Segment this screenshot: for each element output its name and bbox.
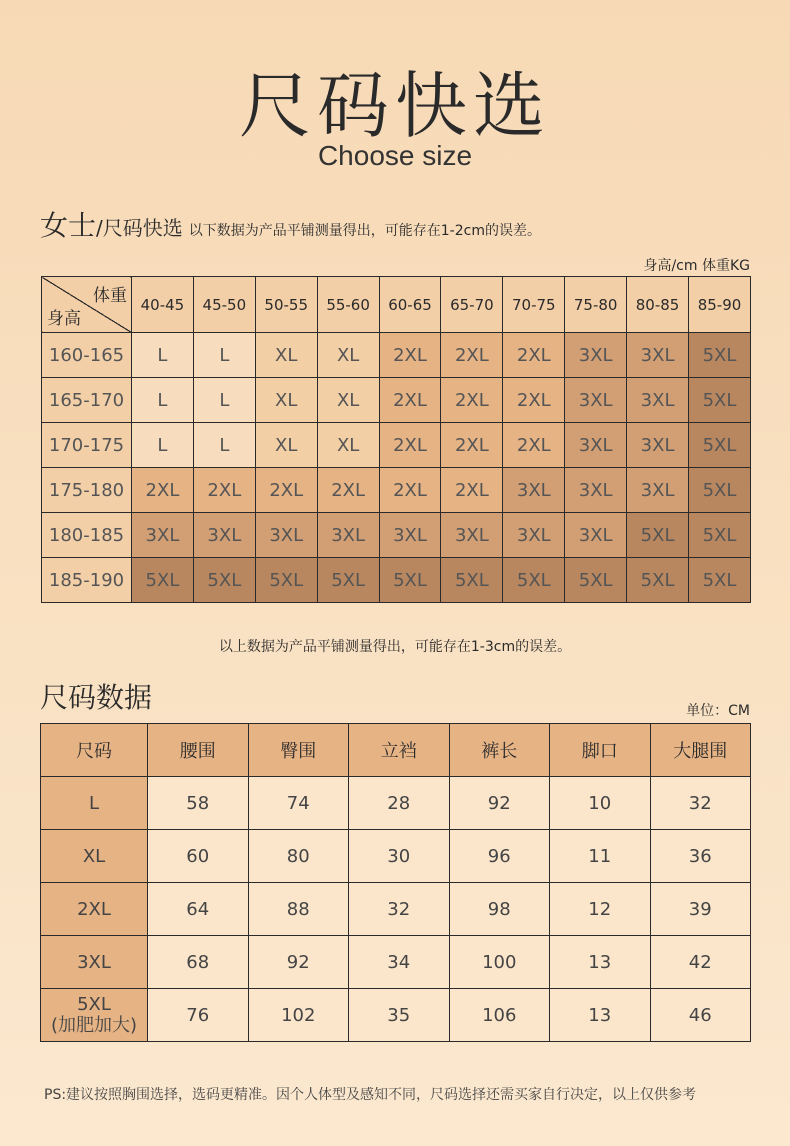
height-header-cell: 170-175 <box>42 423 132 468</box>
size-cell: 5XL <box>379 558 441 603</box>
size-label: L <box>88 792 100 814</box>
size-cell: 3XL <box>627 333 689 378</box>
size-cell: XL <box>317 333 379 378</box>
measurement-value-cell: 39 <box>650 883 751 936</box>
size-cell: 3XL <box>627 423 689 468</box>
size-label: XL <box>82 845 106 867</box>
size-label-cell <box>41 883 148 936</box>
size-cell: 5XL <box>689 513 751 558</box>
size-cell: 2XL <box>441 423 503 468</box>
page-title: 尺码快选 <box>238 64 551 148</box>
measurement-value-cell: 13 <box>550 936 651 989</box>
weight-header-cell: 50-55 <box>255 277 317 333</box>
size-cell: L <box>132 378 194 423</box>
measurement-value-cell: 42 <box>650 936 751 989</box>
size-cell: 2XL <box>503 378 565 423</box>
height-header-cell: 175-180 <box>42 468 132 513</box>
measurement-value-cell: 12 <box>550 883 651 936</box>
size-cell: 2XL <box>379 378 441 423</box>
table-row <box>41 830 751 883</box>
weight-header-cell: 70-75 <box>503 277 565 333</box>
measurement-value-cell: 92 <box>248 936 349 989</box>
quick-size-heading <box>40 204 541 244</box>
size-cell: 2XL <box>441 468 503 513</box>
size-cell: XL <box>255 423 317 468</box>
weight-header-cell: 55-60 <box>317 277 379 333</box>
heading-note: 以下数据为产品平铺测量得出，可能存在1-2cm的误差。 <box>188 223 541 239</box>
size-data-heading: 尺码数据 <box>40 681 153 714</box>
corner-weight-label: 体重 <box>93 286 127 306</box>
weight-header-row <box>42 277 751 333</box>
size-cell: 3XL <box>503 468 565 513</box>
size-cell: 3XL <box>317 513 379 558</box>
size-cell: 5XL <box>689 423 751 468</box>
weight-header-cell: 40-45 <box>132 277 194 333</box>
size-cell: XL <box>255 333 317 378</box>
measurement-value-cell: 106 <box>449 989 550 1042</box>
size-cell: 3XL <box>132 513 194 558</box>
measurement-column-header: 大腿围 <box>650 724 751 777</box>
heading-quick-select: /尺码快选 <box>96 216 183 240</box>
height-header-cell: 180-185 <box>42 513 132 558</box>
measurement-value-cell: 60 <box>148 830 249 883</box>
size-cell: 5XL <box>627 558 689 603</box>
size-cell: 3XL <box>627 378 689 423</box>
size-cell: 2XL <box>441 378 503 423</box>
measurement-column-header: 尺码 <box>41 724 148 777</box>
size-cell: XL <box>317 378 379 423</box>
size-cell: 3XL <box>193 513 255 558</box>
size-cell: 3XL <box>503 513 565 558</box>
size-cell: 2XL <box>503 333 565 378</box>
size-label-cell <box>41 936 148 989</box>
measurement-value-cell: 74 <box>248 777 349 830</box>
size-cell: L <box>193 378 255 423</box>
quick-size-table <box>41 276 751 603</box>
measurement-value-cell: 92 <box>449 777 550 830</box>
size-cell: 5XL <box>132 558 194 603</box>
height-header-cell: 165-170 <box>42 378 132 423</box>
measurement-value-cell: 28 <box>349 777 450 830</box>
weight-header-cell: 85-90 <box>689 277 751 333</box>
size-cell: 2XL <box>379 423 441 468</box>
size-data-table <box>40 723 751 1042</box>
heading-women: 女士 <box>40 209 97 242</box>
ps-note: PS:建议按照胸围选择，选码更精准。因个人体型及感知不同，尺码选择还需买家自行决定，以上仅供参考 <box>44 1087 697 1103</box>
measurement-column-header: 脚口 <box>550 724 651 777</box>
size-cell: 5XL <box>689 468 751 513</box>
quick-size-unit: 身高/cm 体重KG <box>643 258 750 274</box>
size-label: 2XL <box>77 898 111 920</box>
size-cell: 5XL <box>689 333 751 378</box>
size-cell: 5XL <box>255 558 317 603</box>
page-subtitle: Choose size <box>317 140 473 171</box>
weight-header-cell: 45-50 <box>193 277 255 333</box>
size-cell: 2XL <box>317 468 379 513</box>
size-cell: L <box>132 333 194 378</box>
middle-note: 以上数据为产品平铺测量得出，可能存在1-3cm的误差。 <box>218 639 572 655</box>
weight-header-cell: 65-70 <box>441 277 503 333</box>
measurement-value-cell: 64 <box>148 883 249 936</box>
height-row <box>42 513 751 558</box>
measurement-value-cell: 88 <box>248 883 349 936</box>
size-cell: 5XL <box>193 558 255 603</box>
measurement-value-cell: 80 <box>248 830 349 883</box>
table-row <box>41 777 751 830</box>
size-cell: L <box>193 423 255 468</box>
weight-header-cell: 80-85 <box>627 277 689 333</box>
height-header-cell: 160-165 <box>42 333 132 378</box>
size-cell: 5XL <box>317 558 379 603</box>
measurement-value-cell: 10 <box>550 777 651 830</box>
table-row <box>41 989 751 1042</box>
size-cell: 5XL <box>441 558 503 603</box>
measurement-value-cell: 76 <box>148 989 249 1042</box>
size-cell: 3XL <box>379 513 441 558</box>
size-label-cell <box>41 830 148 883</box>
size-cell: 5XL <box>689 558 751 603</box>
measurement-column-header: 立裆 <box>349 724 450 777</box>
size-cell: XL <box>317 423 379 468</box>
height-row <box>42 333 751 378</box>
height-row <box>42 558 751 603</box>
size-label: 5XL <box>77 994 111 1015</box>
size-cell: 3XL <box>565 333 627 378</box>
size-cell: 2XL <box>503 423 565 468</box>
measurement-value-cell: 98 <box>449 883 550 936</box>
measurement-value-cell: 100 <box>449 936 550 989</box>
weight-header-cell: 75-80 <box>565 277 627 333</box>
size-cell: 3XL <box>565 378 627 423</box>
size-cell: 5XL <box>689 378 751 423</box>
measurement-value-cell: 32 <box>650 777 751 830</box>
measurement-column-header: 腰围 <box>148 724 249 777</box>
size-cell: XL <box>255 378 317 423</box>
measurement-column-header: 裤长 <box>449 724 550 777</box>
measurement-value-cell: 58 <box>148 777 249 830</box>
height-row <box>42 378 751 423</box>
measurement-column-header: 臀围 <box>248 724 349 777</box>
height-row <box>42 423 751 468</box>
size-label: 3XL <box>77 951 111 973</box>
size-cell: 5XL <box>627 513 689 558</box>
size-cell: 2XL <box>441 333 503 378</box>
measurement-value-cell: 34 <box>349 936 450 989</box>
measurement-value-cell: 30 <box>349 830 450 883</box>
height-header-cell: 185-190 <box>42 558 132 603</box>
corner-cell <box>42 277 132 333</box>
measurement-value-cell: 32 <box>349 883 450 936</box>
measurement-value-cell: 11 <box>550 830 651 883</box>
measurement-value-cell: 102 <box>248 989 349 1042</box>
measurement-value-cell: 35 <box>349 989 450 1042</box>
measurement-value-cell: 96 <box>449 830 550 883</box>
size-cell: 2XL <box>132 468 194 513</box>
table-row <box>41 936 751 989</box>
size-cell: 5XL <box>565 558 627 603</box>
measurement-value-cell: 68 <box>148 936 249 989</box>
size-cell: 3XL <box>627 468 689 513</box>
size-cell: 3XL <box>255 513 317 558</box>
size-cell: 2XL <box>255 468 317 513</box>
size-cell: 3XL <box>565 423 627 468</box>
size-cell: 5XL <box>503 558 565 603</box>
corner-height-label: 身高 <box>47 309 81 329</box>
table-row <box>41 883 751 936</box>
size-cell: 3XL <box>565 468 627 513</box>
size-cell: L <box>193 333 255 378</box>
measurement-value-cell: 46 <box>650 989 751 1042</box>
size-label-sub: (加肥加大) <box>50 1015 138 1036</box>
size-cell: L <box>132 423 194 468</box>
measurement-value-cell: 13 <box>550 989 651 1042</box>
size-cell: 3XL <box>441 513 503 558</box>
size-label-cell <box>41 989 148 1042</box>
weight-header-cell: 60-65 <box>379 277 441 333</box>
size-label-cell <box>41 777 148 830</box>
measurement-value-cell: 36 <box>650 830 751 883</box>
size-data-unit: 单位：CM <box>686 703 750 719</box>
size-cell: 2XL <box>193 468 255 513</box>
measurement-header-row <box>41 724 751 777</box>
size-cell: 2XL <box>379 333 441 378</box>
size-cell: 3XL <box>565 513 627 558</box>
height-row <box>42 468 751 513</box>
size-cell: 2XL <box>379 468 441 513</box>
